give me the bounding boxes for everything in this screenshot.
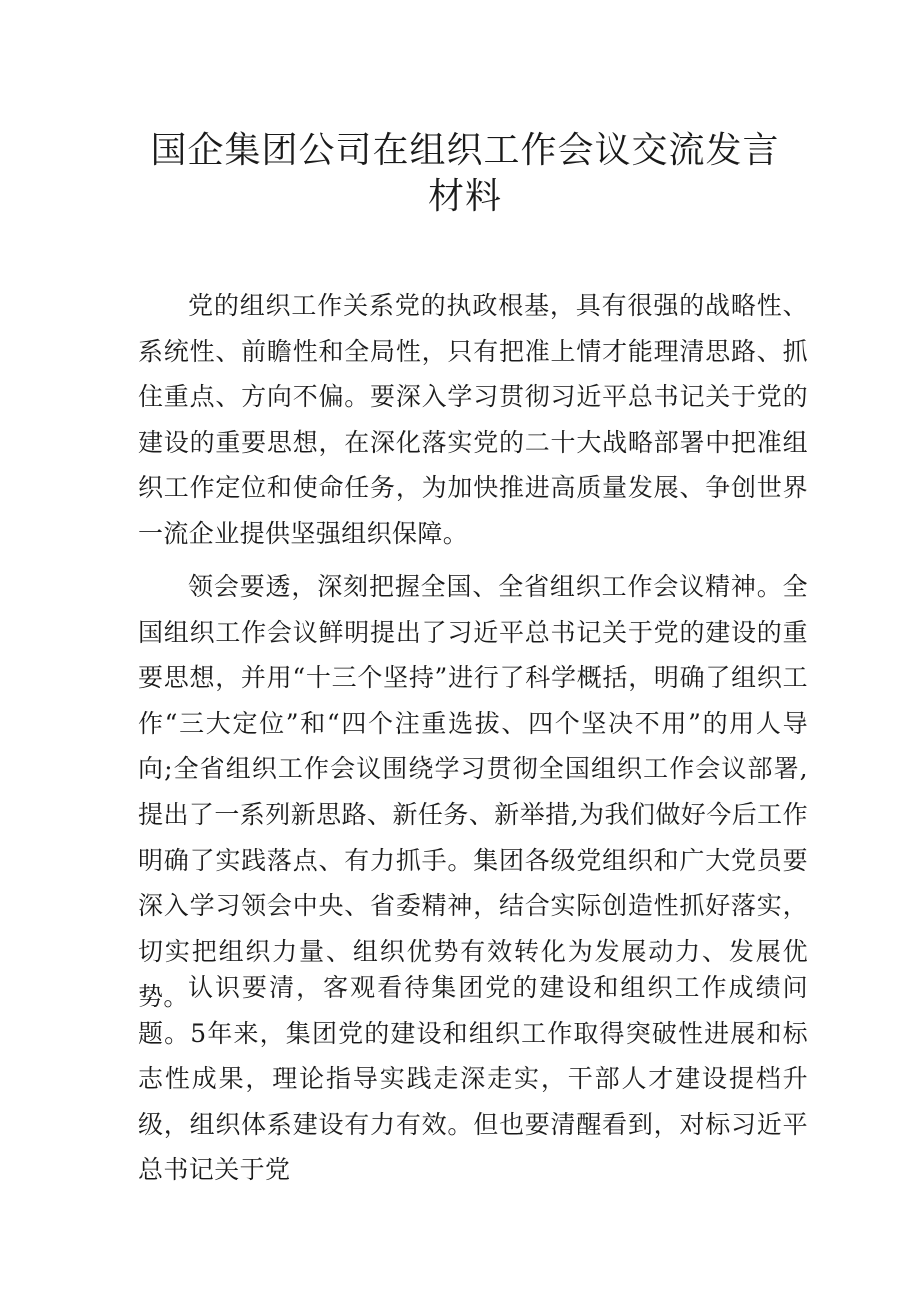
paragraph-2: 领会要透，深刻把握全国、全省组织工作会议精神。全国组织工作会议鲜明提出了习近平总书记关于党的建设的重要思想，并用“十三个坚持”进行了科学概括，明确了组织工作“三大定位”和“四个注重选拔、四个坚决不用”的用人导向;全省组织工作会议围绕学习贯彻全国组织工作会议部署,提出了一系列新思路、新任务、新举措,为我们做好今后工作明确了实践落点、有力抓手。集团各级党组织和广大党员要深入学习领会中央、省委精神，结合实际创造性抓好落实，切实把组织力量、组织优势有效转化为发展动力、发展优势。 <box>138 572 808 1012</box>
document-title: 国企集团公司在组织工作会议交流发言材料 <box>150 130 780 217</box>
paragraph-3: 认识要清，客观看待集团党的建设和组织工作成绩问题。5年来，集团党的建设和组织工作取得突破性进展和标志性成果，理论指导实践走深走实，干部人才建设提档升级，组织体系建设有力有效。但也要清醒看到，对标习近平总书记关于党 <box>138 973 808 1185</box>
paragraph-1: 党的组织工作关系党的执政根基，具有很强的战略性、系统性、前瞻性和全局性，只有把准上情才能理清思路、抓住重点、方向不偏。要深入学习贯彻习近平总书记关于党的建设的重要思想，在深化落实党的二十大战略部署中把准组织工作定位和使命任务，为加快推进高质量发展、争创世界一流企业提供坚强组织保障。 <box>138 291 808 548</box>
